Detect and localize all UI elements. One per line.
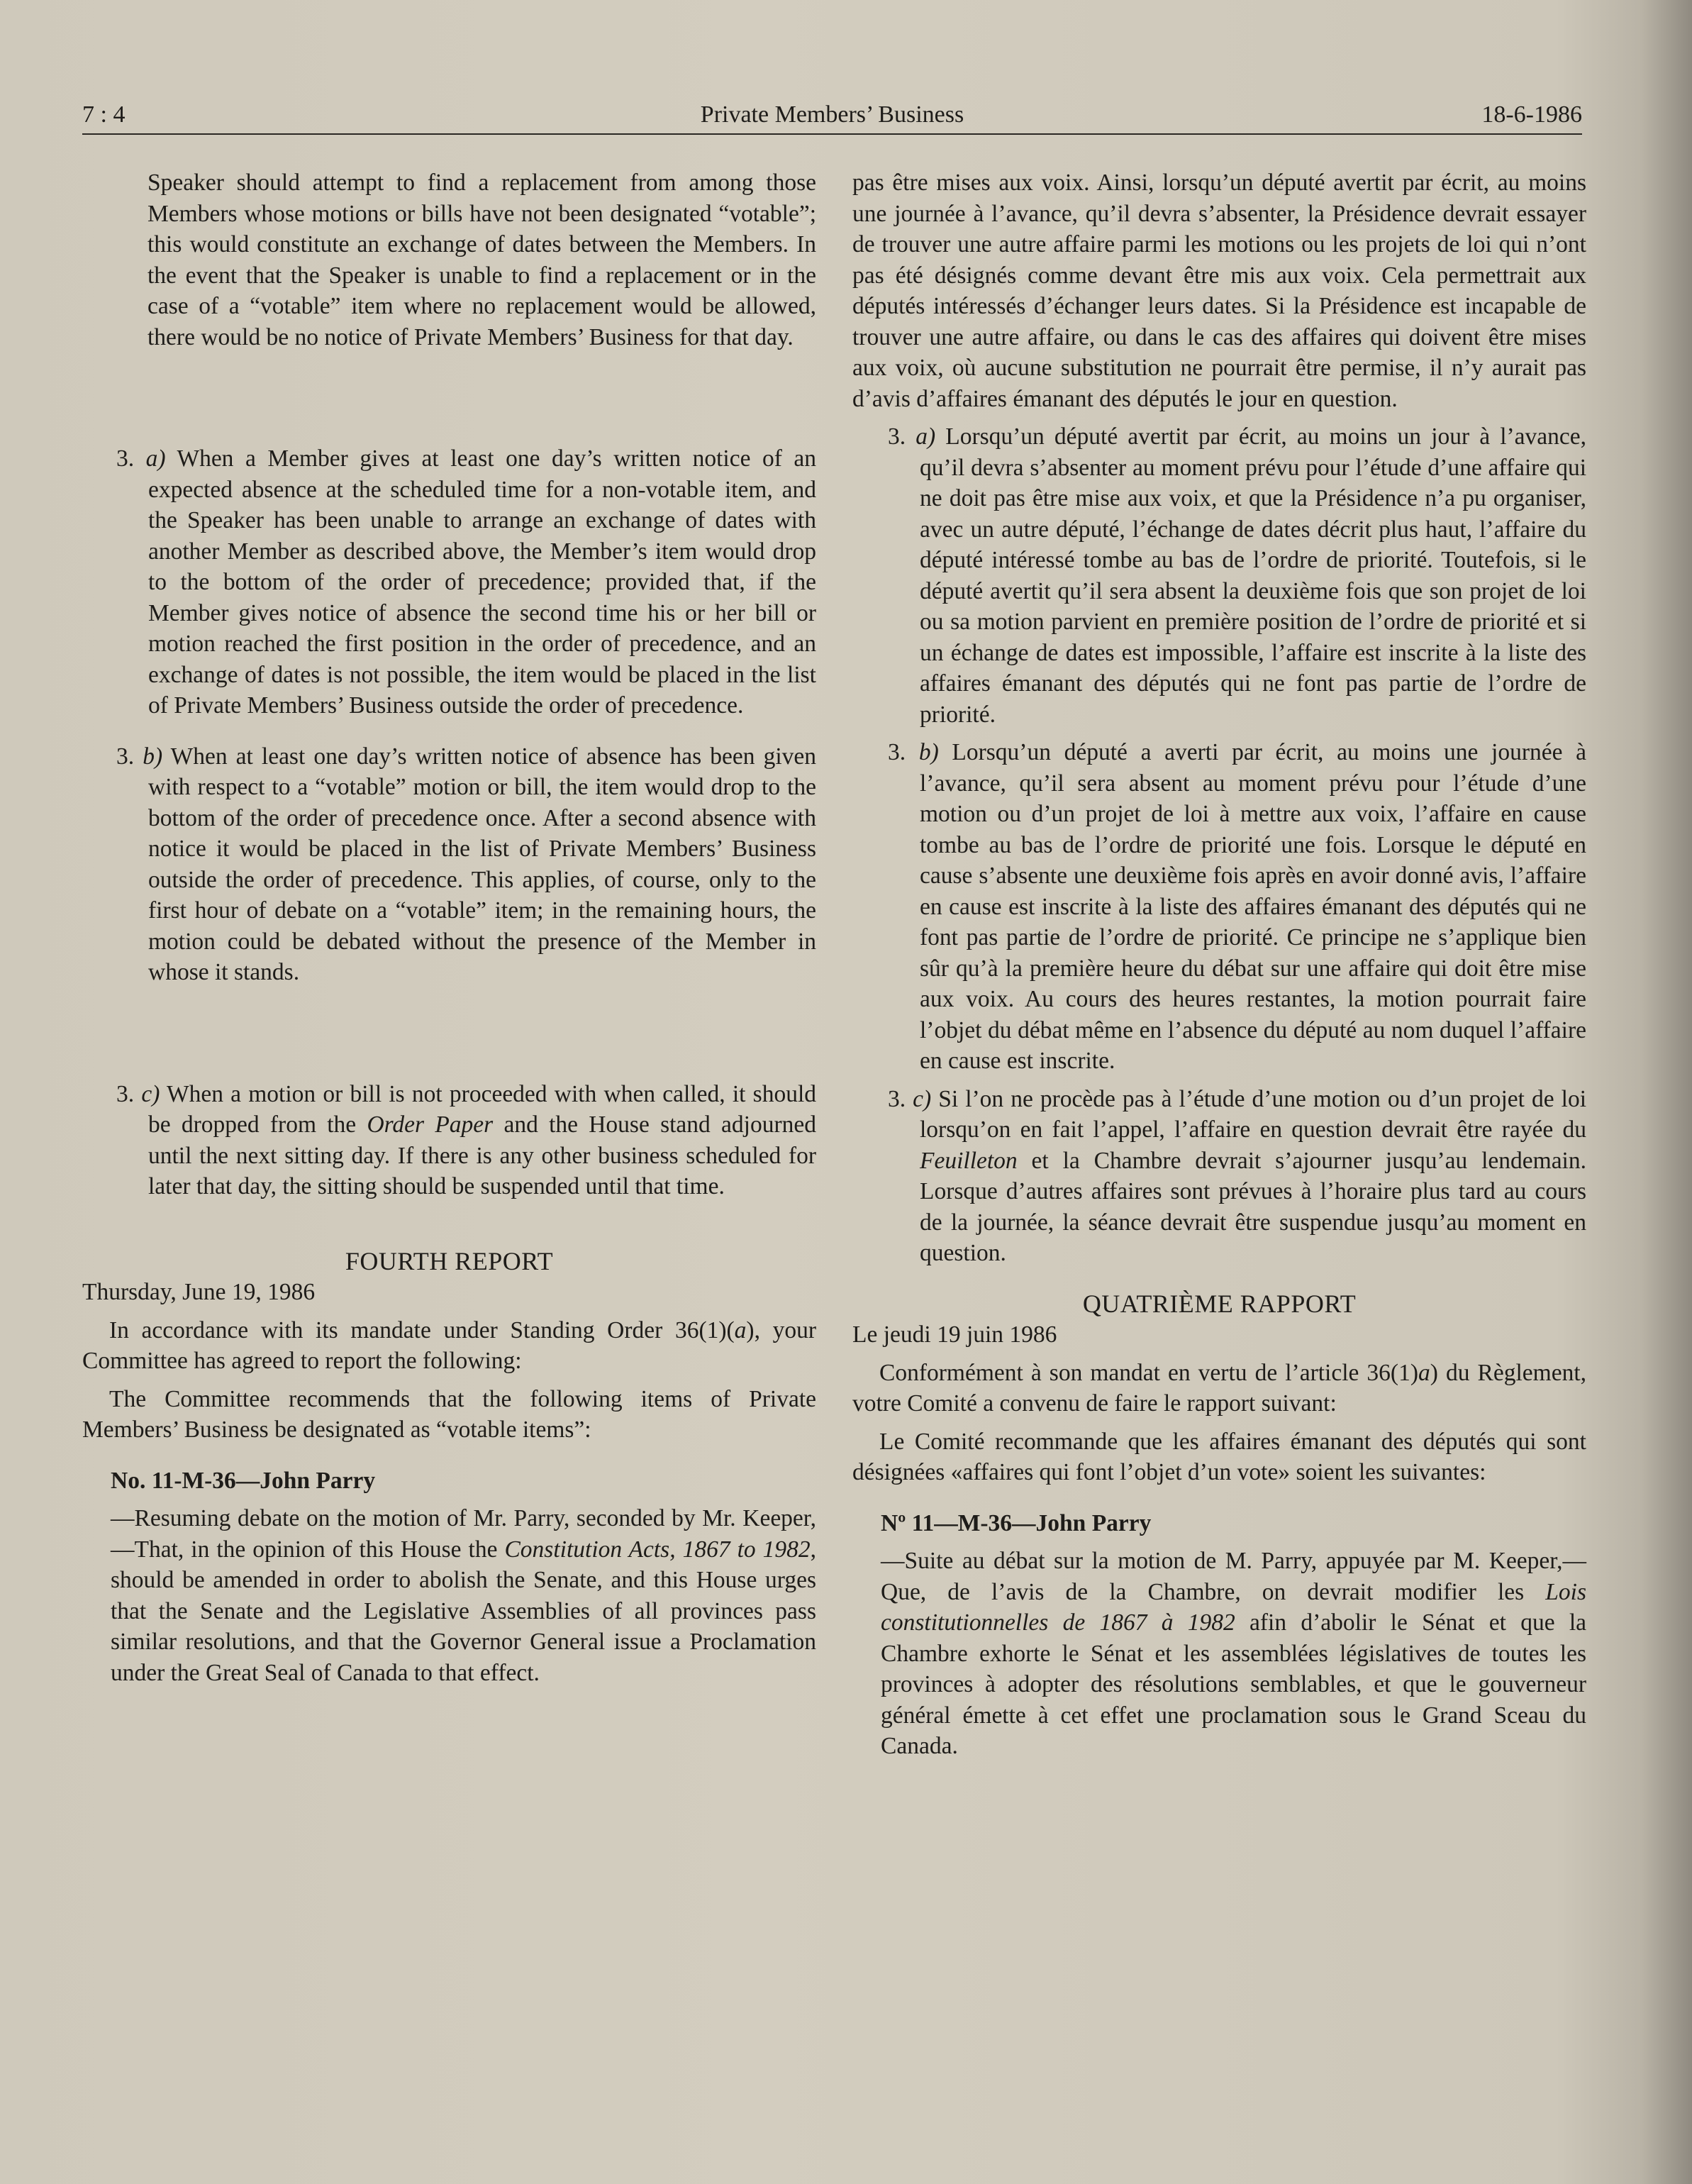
item-3c: 3. c) When a motion or bill is not proceeded with when called, it should be dropped from the Order Paper and the House stand adjourned until the next sitting day. If there is any other business scheduled for later that day, the sitting should be suspended until that time. bbox=[116, 1080, 817, 1199]
item-3a: 3. a) Lorsqu’un député avertit par écrit, au moins un jour à l’avance, qu’il devra s’absenter au moment prévu pour l’étude d’une affaire qui ne doit pas être mise aux voix, et que la Présidence n’a pu organiser, avec un autre député, l’échange de dates décrit plus haut, l’affaire du député intéressé tombe au bas de l’ordre de priorité. Toutefois, si le député avertit qu’il sera absent la deuxième fois que son projet de loi ou sa motion parvient en première position de l’ordre de priorité et si un échange de dates est impossible, l’affaire est inscrite à la liste des affaires émanant des députés qui ne font pas partie de l’ordre de priorité. bbox=[888, 423, 1587, 728]
header-title: Private Members’ Business bbox=[700, 101, 964, 128]
item-3b: 3. b) When at least one day’s written notice of absence has been given with respect to a “votable” motion or bill, the item would drop to the bottom of the order of precedence once. After a second absence with notice it would be placed in the list of Private Members’ Business outside the order of precedence. This applies, of course, only to the first hour of debate on a “votable” item; in the remaining hours, the motion could be debated without the presence of the Member in whose it stands. bbox=[116, 743, 816, 985]
item-3c: 3. c) Si l’on ne procède pas à l’étude d’une motion ou d’un projet de loi lorsqu’on en fait l’appel, l’affaire en question devrait être rayée du Feuilleton et la Chambre devrait s’ajourner jusqu’au lendemain. Lorsque d’autres affaires sont prévues à l’horaire plus tard au cours de la journée, la séance devrait être suspendue jusqu’au moment en question. bbox=[888, 1085, 1587, 1266]
header-date: 18-6-1986 bbox=[1481, 101, 1582, 128]
report-heading: FOURTH REPORT bbox=[345, 1246, 554, 1275]
page-number: 7 : 4 bbox=[82, 101, 126, 128]
mandate-paragraph: In accordance with its mandate under Standing Order 36(1)(a), your Committee has agreed to report the following: bbox=[82, 1317, 817, 1374]
running-header bbox=[82, 98, 1582, 132]
report-date: Le jeudi 19 juin 1986 bbox=[852, 1321, 1057, 1348]
recommendation-paragraph: The Committee recommends that the following items of Private Members’ Business be designated as “votable items”: bbox=[82, 1385, 816, 1443]
mandate-paragraph: Conformément à son mandat en vertu de l’article 36(1)a) du Règlement, votre Comité a convenu de faire le rapport suivant: bbox=[852, 1359, 1587, 1417]
report-date: Thursday, June 19, 1986 bbox=[82, 1279, 316, 1305]
english-column bbox=[82, 167, 816, 1688]
report-heading: QUATRIÈME RAPPORT bbox=[1082, 1289, 1357, 1318]
french-column bbox=[852, 167, 1586, 1762]
motion-text: —Resuming debate on the motion of Mr. Parry, seconded by Mr. Keeper,—That, in the opinion of this House the Constitution Acts, 1867 to 1982, should be amended in order to abolish the Senate, and this House urges that the Senate and the Legislative Assemblies of all provinces pass similar resolutions, and that the Governor General issue a Proclamation under the Great Seal of Canada to that effect. bbox=[111, 1505, 816, 1686]
motion-title: No. 11-M-36—John Parry bbox=[111, 1467, 376, 1494]
recommendation-paragraph: Le Comité recommande que les affaires émanant des députés qui sont désignées «affaires qui font l’objet d’un vote» soient les suivantes: bbox=[852, 1428, 1586, 1485]
continuation-paragraph: pas être mises aux voix. Ainsi, lorsqu’un député avertit par écrit, au moins une journée à l’avance, qu’il devra s’absenter, la Présidence devrait essayer de trouver une autre affaire parmi les motions ou les projets de loi qui n’ont pas été désignés comme devant être mis aux voix. Cela permettrait aux députés intéressés d’échanger leurs dates. Si la Présidence est incapable de trouver une autre affaire, ou dans le cas des affaires qui doivent être mises aux voix, où aucune substitution ne pourrait être permise, il n’y aurait pas d’avis d’affaires émanant des députés le jour en question. bbox=[852, 170, 1586, 412]
item-3a: 3. a) When a Member gives at least one day’s written notice of an expected absence at the scheduled time for a non-votable item, and the Speaker has been unable to arrange an exchange of dates with another Member as described above, the Member’s item would drop to the bottom of the order of precedence; provided that, if the Member gives notice of absence the second time his or her bill or motion reached the first position in the order of precedence, and an exchange of dates is not possible, the item would be placed in the list of Private Members’ Business outside the order of precedence. bbox=[116, 445, 817, 719]
continuation-paragraph: Speaker should attempt to find a replacement from among those Members whose motions or bills have not been designated “votable”; this would constitute an exchange of dates between the Members. In the event that the Speaker is unable to find a replacement or in the case of a “votable” item where no replacement would be allowed, there would be no notice of Private Members’ Business for that day. bbox=[148, 170, 816, 350]
item-3b: 3. b) Lorsqu’un député a averti par écrit, au moins une journée à l’avance, qu’il sera absent au moment prévu pour l’étude d’une motion ou d’un projet de loi à mettre aux voix, l’affaire en cause tombe au bas de l’ordre de priorité une fois. Lorsque le député en cause s’absente une deuxième fois après en avoir donné avis, l’affaire en cause est inscrite à la liste des affaires émanant des députés qui ne font pas partie de l’ordre de priorité. Ce principe ne s’applique bien sûr qu’à la première heure du débat sur une affaire qui doit être mise aux voix. Au cours des heures restantes, la motion pourrait faire l’objet du débat même en l’absence du député au nom duquel l’affaire en cause est inscrite. bbox=[888, 739, 1587, 1074]
header-rule bbox=[82, 133, 1582, 135]
motion-text: —Suite au débat sur la motion de M. Parry, appuyée par M. Keeper,—Que, de l’avis de la Chambre, on devrait modifier les Lois constitutionnelles de 1867 à 1982 afin d’abolir le Sénat et que la Chambre exhorte le Sénat et les assemblées législatives de toutes les provinces à adopter des résolutions semblables, et que le gouverneur général émette à cet effet une proclamation sous le Grand Sceau du Canada. bbox=[881, 1548, 1587, 1759]
motion-title: Nº 11—M-36—John Parry bbox=[881, 1509, 1152, 1536]
